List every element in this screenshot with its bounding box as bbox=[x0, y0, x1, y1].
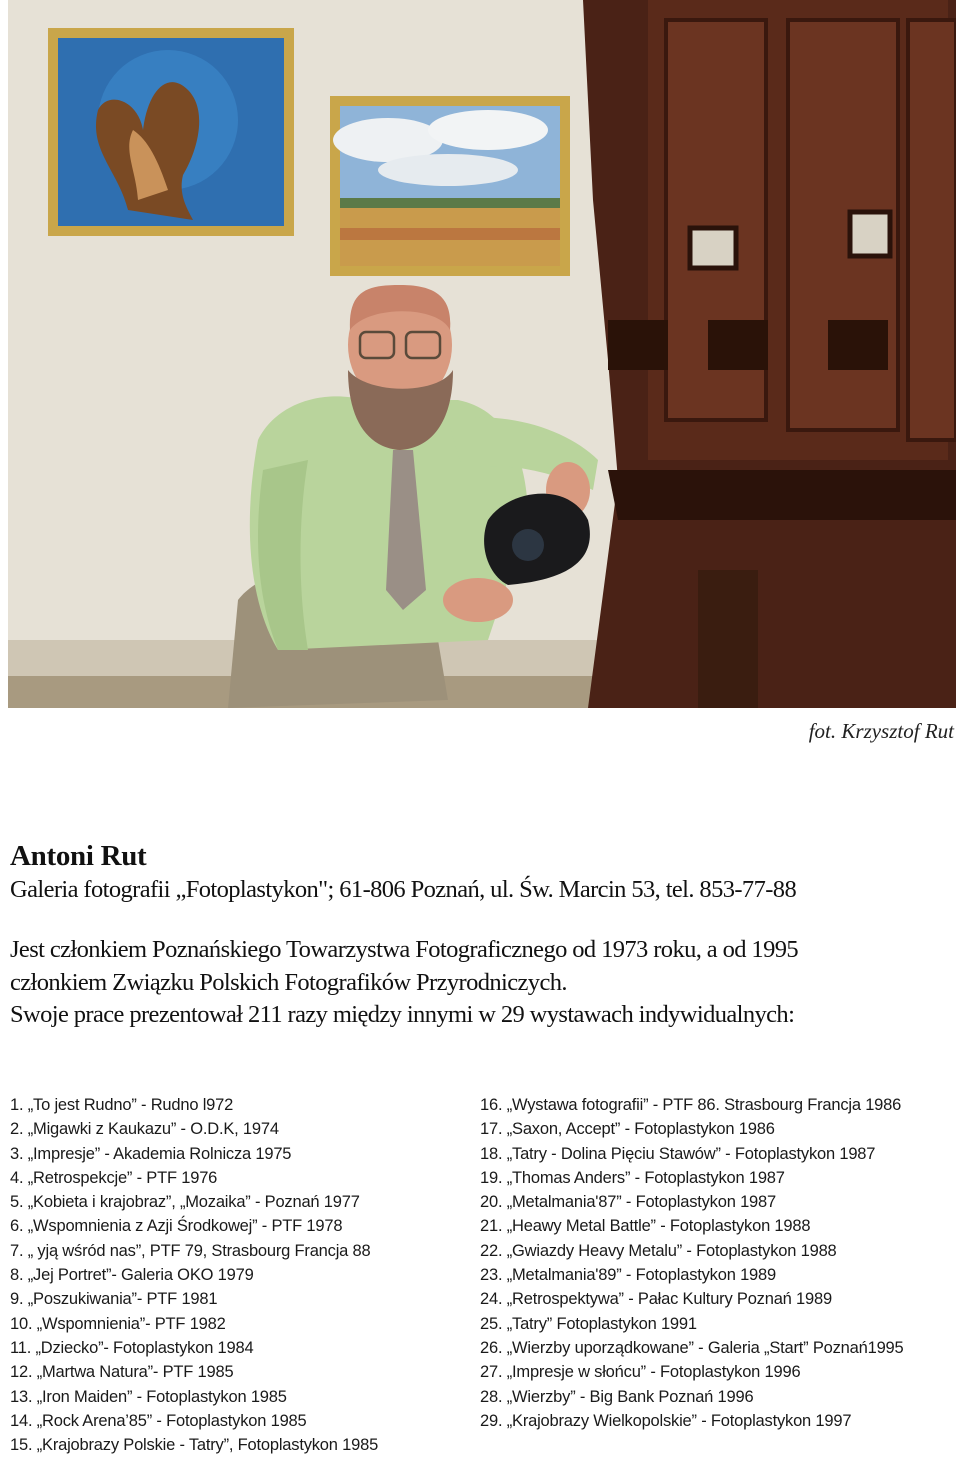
fotoplastykon-cabinet bbox=[583, 0, 956, 708]
list-item: 17. „Saxon, Accept” - Fotoplastykon 1986 bbox=[480, 1120, 775, 1139]
list-item: 14. „Rock Arena’85” - Fotoplastykon 1985 bbox=[10, 1411, 307, 1430]
exhibitions-list-left bbox=[10, 1093, 378, 1457]
list-item: 2. „Migawki z Kaukazu” - O.D.K, 1974 bbox=[10, 1120, 279, 1139]
bio-line: Swoje prace prezentował 211 razy między innymi w 29 wystawach indywidualnych: bbox=[10, 1001, 795, 1028]
list-item: 20. „Metalmania'87” - Fotoplastykon 1987 bbox=[480, 1193, 776, 1212]
portrait-photo bbox=[8, 0, 956, 708]
list-item: 23. „Metalmania'89” - Fotoplastykon 1989 bbox=[480, 1266, 776, 1285]
list-item: 13. „Iron Maiden” - Fotoplastykon 1985 bbox=[10, 1387, 287, 1406]
list-item: 10. „Wspomnienia”- PTF 1982 bbox=[10, 1314, 226, 1333]
painting-abstract bbox=[48, 28, 294, 236]
list-item: 6. „Wspomnienia z Azji Środkowej” - PTF 1978 bbox=[10, 1217, 343, 1236]
list-item: 15. „Krajobrazy Polskie - Tatry”, Fotoplastykon 1985 bbox=[10, 1436, 379, 1455]
list-item: 3. „Impresje” - Akademia Rolnicza 1975 bbox=[10, 1144, 292, 1163]
list-item: 27. „Impresje w słońcu” - Fotoplastykon 1996 bbox=[480, 1363, 801, 1382]
list-item: 24. „Retrospektywa” - Pałac Kultury Poznań 1989 bbox=[480, 1290, 832, 1309]
person-name: Antoni Rut bbox=[10, 840, 147, 872]
painting-landscape bbox=[330, 96, 570, 276]
list-item: 11. „Dziecko”- Fotoplastykon 1984 bbox=[10, 1338, 254, 1357]
list-item: 9. „Poszukiwania”- PTF 1981 bbox=[10, 1290, 218, 1309]
list-item: 25. „Tatry” Fotoplastykon 1991 bbox=[480, 1314, 697, 1333]
list-item: 21. „Heawy Metal Battle” - Fotoplastykon 1988 bbox=[480, 1217, 811, 1236]
bio-line: Jest członkiem Poznańskiego Towarzystwa Fotograficznego od 1973 roku, a od 1995 bbox=[10, 936, 799, 963]
list-item: 26. „Wierzby uporządkowane” - Galeria „Start” Poznań1995 bbox=[480, 1338, 904, 1357]
list-item: 18. „Tatry - Dolina Pięciu Stawów” - Fotoplastykon 1987 bbox=[480, 1144, 876, 1163]
list-item: 22. „Gwiazdy Heavy Metalu” - Fotoplastykon 1988 bbox=[480, 1241, 837, 1260]
list-item: 5. „Kobieta i krajobraz”, „Mozaika” - Poznań 1977 bbox=[10, 1193, 360, 1212]
list-item: 8. „Jej Portret”- Galeria OKO 1979 bbox=[10, 1266, 254, 1285]
list-item: 16. „Wystawa fotografii” - PTF 86. Strasbourg Francja 1986 bbox=[480, 1096, 902, 1114]
portrait-illustration bbox=[8, 0, 956, 708]
gallery-address: Galeria fotografii „Fotoplastykon"; 61-806 Poznań, ul. Św. Marcin 53, tel. 853-77-88 bbox=[10, 876, 797, 903]
list-item: 4. „Retrospekcje” - PTF 1976 bbox=[10, 1168, 218, 1187]
biography bbox=[10, 934, 960, 1032]
exhibitions-list-right bbox=[480, 1093, 904, 1433]
list-item: 28. „Wierzby” - Big Bank Poznań 1996 bbox=[480, 1387, 754, 1406]
list-item: 29. „Krajobrazy Wielkopolskie” - Fotoplastykon 1997 bbox=[480, 1411, 852, 1430]
list-item: 19. „Thomas Anders” - Fotoplastykon 1987 bbox=[480, 1168, 785, 1187]
photo-caption: fot. Krzysztof Rut bbox=[808, 719, 954, 743]
bio-line: członkiem Związku Polskich Fotografików Przyrodniczych. bbox=[10, 968, 567, 996]
list-item: 1. „To jest Rudno” - Rudno l972 bbox=[10, 1096, 234, 1114]
list-item: 12. „Martwa Natura”- PTF 1985 bbox=[10, 1363, 234, 1382]
list-item: 7. „ yją wśród nas”, PTF 79, Strasbourg Francja 88 bbox=[10, 1241, 371, 1260]
